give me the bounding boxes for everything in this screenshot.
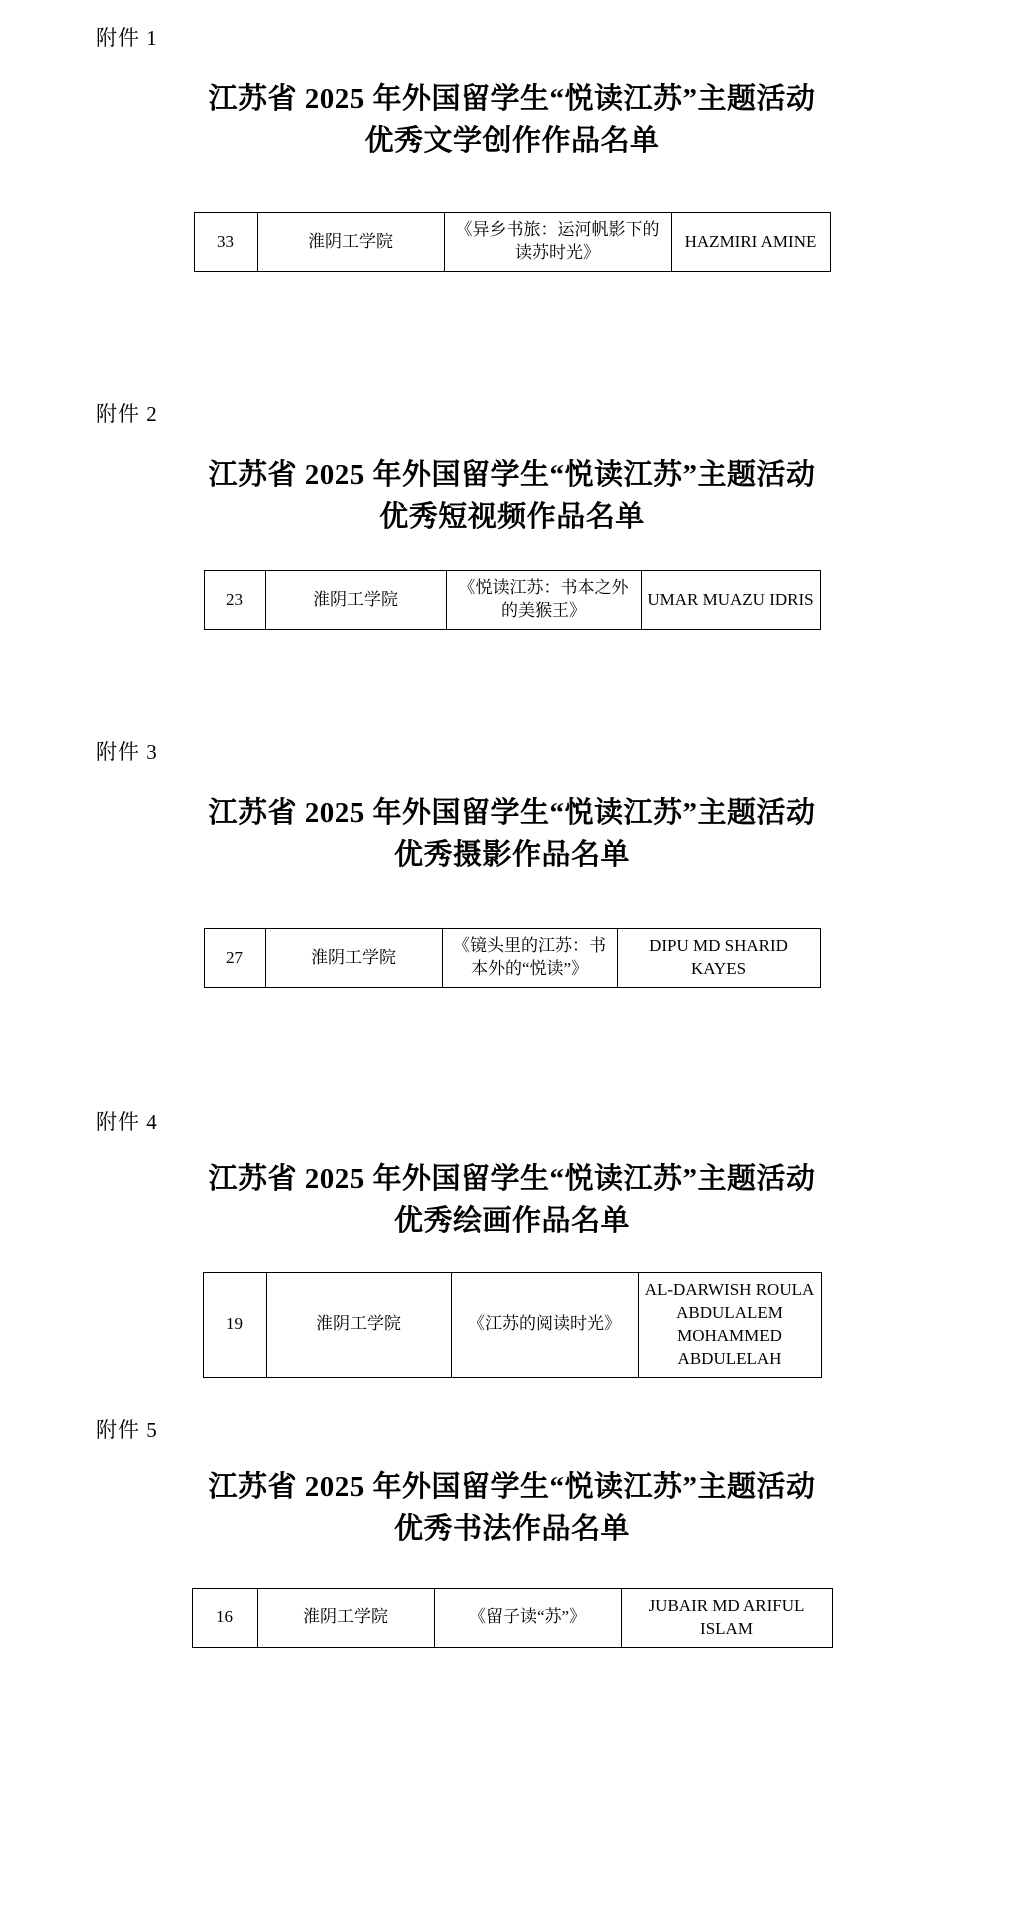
winners-table-5 — [192, 1588, 833, 1648]
attachment-section-4 — [96, 988, 928, 1378]
section-title-line2: 优秀短视频作品名单 — [379, 501, 645, 534]
row-index: 27 — [204, 929, 265, 988]
table-row — [194, 213, 830, 272]
row-school: 淮阴工学院 — [257, 213, 444, 272]
section-title-line2: 优秀绘画作品名单 — [393, 1204, 630, 1237]
table-row — [203, 1273, 821, 1378]
section-title-3 — [96, 792, 928, 876]
winners-table-2 — [204, 570, 821, 630]
section-title-4 — [96, 1158, 928, 1242]
row-work: 《镜头里的江苏：书本外的“悦读”》 — [442, 929, 617, 988]
row-index: 16 — [192, 1588, 257, 1647]
section-title-line2: 优秀文学创作作品名单 — [364, 125, 660, 158]
row-index: 33 — [194, 213, 257, 272]
row-work: 《异乡书旅：运河帆影下的读苏时光》 — [444, 213, 671, 272]
section-title-line1: 江苏省 2025 年外国留学生“悦读江苏”主题活动 — [208, 796, 816, 829]
section-title-line1: 江苏省 2025 年外国留学生“悦读江苏”主题活动 — [208, 1470, 816, 1503]
row-school: 淮阴工学院 — [265, 929, 442, 988]
section-title-line1: 江苏省 2025 年外国留学生“悦读江苏”主题活动 — [208, 83, 816, 115]
section-title-line2: 优秀摄影作品名单 — [393, 838, 630, 871]
attachment-label-3: 附件 3 — [96, 739, 158, 764]
attachment-section-2 — [96, 272, 928, 630]
row-school: 淮阴工学院 — [257, 1588, 434, 1647]
winners-table-1 — [194, 212, 831, 272]
attachment-label-5: 附件 5 — [96, 1417, 158, 1442]
section-title-line2: 优秀书法作品名单 — [393, 1512, 630, 1545]
section-title-1 — [96, 78, 928, 162]
row-work: 《悦读江苏：书本之外的美猴王》 — [446, 571, 641, 630]
section-title-5 — [96, 1466, 928, 1550]
attachment-label-4: 附件 4 — [96, 1109, 158, 1134]
attachment-section-5 — [96, 1378, 928, 1648]
table-row — [204, 929, 820, 988]
section-title-line1: 江苏省 2025 年外国留学生“悦读江苏”主题活动 — [208, 1162, 816, 1195]
table-row — [192, 1588, 832, 1647]
attachment-label-2: 附件 2 — [96, 401, 158, 426]
attachment-section-3 — [96, 630, 928, 988]
row-author: DIPU MD SHARID KAYES — [617, 929, 820, 988]
row-school: 淮阴工学院 — [266, 1273, 451, 1378]
section-title-line1: 江苏省 2025 年外国留学生“悦读江苏”主题活动 — [208, 458, 816, 491]
row-author: AL-DARWISH ROULA ABDULALEM MOHAMMED ABDULELAH — [638, 1273, 821, 1378]
row-work: 《留子读“苏”》 — [434, 1588, 621, 1647]
row-author: UMAR MUAZU IDRIS — [641, 571, 820, 630]
winners-table-3 — [204, 928, 821, 988]
attachment-label-1: 附件 1 — [96, 26, 158, 50]
row-author: HAZMIRI AMINE — [671, 213, 830, 272]
row-work: 《江苏的阅读时光》 — [451, 1273, 638, 1378]
row-index: 23 — [204, 571, 265, 630]
row-author: JUBAIR MD ARIFUL ISLAM — [621, 1588, 832, 1647]
row-index: 19 — [203, 1273, 266, 1378]
section-title-2 — [96, 454, 928, 538]
winners-table-4 — [203, 1272, 822, 1378]
row-school: 淮阴工学院 — [265, 571, 446, 630]
table-row — [204, 571, 820, 630]
attachment-section-1 — [96, 0, 928, 272]
